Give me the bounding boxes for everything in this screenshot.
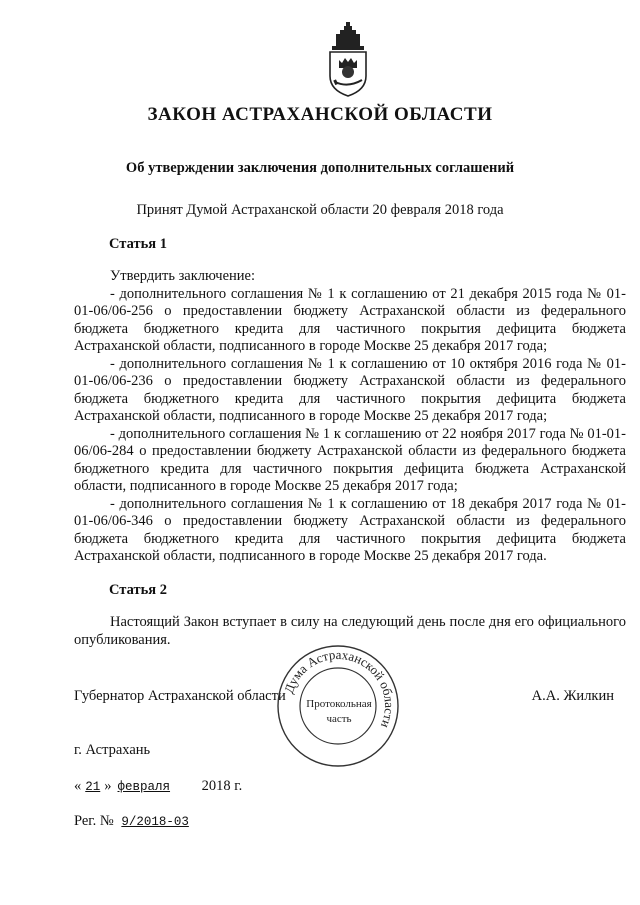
article-1-paragraph: - дополнительного соглашения № 1 к соглашению от 22 ноября 2017 года № 01-01-06/06-284 о предоставлении бюджету Астраханской области из федерального бюджета бюджетного кредита для частичного покрытия дефицита бюджета Астраханской области, подписанного в городе Москве 25 декабря 2017 года; bbox=[74, 425, 626, 494]
article-1-body bbox=[74, 268, 626, 566]
signing-date bbox=[74, 778, 242, 795]
law-title: ЗАКОН АСТРАХАНСКОЙ ОБЛАСТИ bbox=[147, 104, 493, 125]
place-of-signing: г. Астрахань bbox=[74, 742, 151, 758]
article-1-paragraph: - дополнительного соглашения № 1 к соглашению от 10 октября 2016 года № 01-01-06/06-236 о предоставлении бюджету Астраханской области из федерального бюджета бюджетного кредита для частичного покрытия дефицита бюджета Астраханской области, подписанного в городе Москве 25 декабря 2017 года; bbox=[74, 355, 626, 424]
date-year: 2018 г. bbox=[201, 778, 243, 794]
article-1-paragraph: Утвердить заключение: bbox=[110, 268, 256, 284]
article-2-paragraph: Настоящий Закон вступает в силу на следующий день после дня его официального опубликования. bbox=[74, 614, 626, 648]
stamp-center-text bbox=[300, 697, 378, 727]
stamp-center-line: часть bbox=[326, 713, 352, 725]
stamp-center-line: Протокольная bbox=[306, 698, 372, 710]
signatory-name: А.А. Жилкин bbox=[531, 688, 614, 704]
registration-label: Рег. № bbox=[74, 813, 114, 829]
article-1-paragraph: - дополнительного соглашения № 1 к соглашению от 21 декабря 2015 года № 01-01-06/06-256 о предоставлении бюджету Астраханской области из федерального бюджета бюджетного кредита для частичного покрытия дефицита бюджета Астраханской области, подписанного в городе Москве 25 декабря 2017 года; bbox=[74, 285, 626, 354]
date-open-quote: « bbox=[74, 778, 82, 794]
date-day: 21 bbox=[85, 780, 101, 794]
article-1-paragraph: - дополнительного соглашения № 1 к соглашению от 18 декабря 2017 года № 01-01-06/06-346 о предоставлении бюджету Астраханской области из федерального бюджета бюджетного кредита для частичного покрытия дефицита бюджета Астраханской области, подписанного в городе Москве 25 декабря 2017 года. bbox=[74, 495, 626, 564]
date-month: февраля bbox=[117, 780, 171, 794]
adoption-note: Принят Думой Астраханской области 20 февраля 2018 года bbox=[136, 202, 504, 218]
article-2-heading: Статья 2 bbox=[109, 582, 167, 598]
registration-line bbox=[74, 813, 211, 830]
registration-number: 9/2018-03 bbox=[121, 815, 189, 829]
law-subject: Об утверждении заключения дополнительных соглашений bbox=[125, 160, 515, 176]
date-close-quote: » bbox=[104, 778, 112, 794]
coat-of-arms-emblem bbox=[322, 20, 374, 98]
article-1-heading: Статья 1 bbox=[109, 236, 167, 252]
stamp-ring-text: Дума Астраханской области bbox=[280, 646, 398, 731]
signatory-position: Губернатор Астраханской области bbox=[74, 688, 286, 704]
